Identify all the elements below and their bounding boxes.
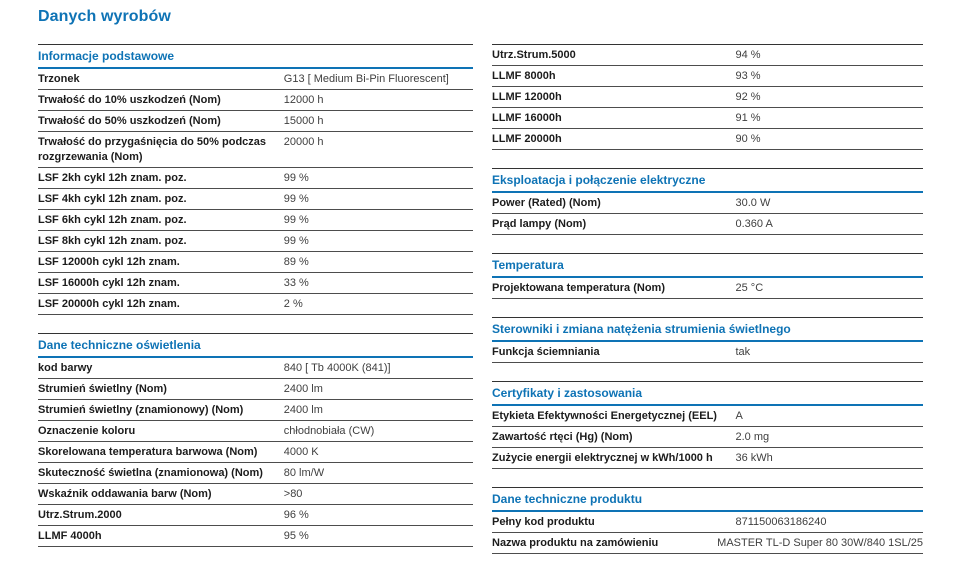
spec-value: >80: [283, 488, 303, 500]
spec-label: Projektowana temperatura (Nom): [492, 282, 665, 294]
spec-row: [492, 129, 923, 150]
spec-section: [492, 168, 923, 235]
spec-section: [492, 317, 923, 363]
spec-value: 36 kWh: [735, 452, 773, 464]
section-header: Certyfikaty i zastosowania: [492, 382, 923, 406]
spec-row: [492, 45, 923, 66]
right-column: [492, 44, 923, 572]
spec-row: [492, 427, 923, 448]
spec-row: [38, 358, 473, 379]
section-header: Informacje podstawowe: [38, 45, 473, 69]
spec-value: 2400 lm: [283, 383, 323, 395]
spec-value: 33 %: [283, 277, 309, 289]
spec-value: 93 %: [735, 70, 761, 82]
spec-row: [492, 193, 923, 214]
spec-label: Zużycie energii elektrycznej w kWh/1000 h: [492, 452, 713, 464]
spec-row: [38, 463, 473, 484]
spec-section: [492, 253, 923, 299]
spec-value: 840 [ Tb 4000K (841)]: [283, 362, 391, 374]
spec-value: 2400 lm: [283, 404, 323, 416]
spec-section: [492, 44, 923, 150]
spec-label: kod barwy: [38, 362, 93, 374]
spec-value: 99 %: [283, 172, 309, 184]
spec-value: G13 [ Medium Bi-Pin Fluorescent]: [283, 73, 449, 85]
spec-row: [38, 484, 473, 505]
spec-value: chłodnobiała (CW): [283, 425, 375, 437]
spec-label: Etykieta Efektywności Energetycznej (EEL): [492, 410, 717, 422]
spec-row: [38, 231, 473, 252]
spec-row: [492, 66, 923, 87]
spec-value: 25 °C: [735, 282, 764, 294]
spec-value: 92 %: [735, 91, 761, 103]
spec-label: LLMF 8000h: [492, 70, 556, 82]
spec-value: 89 %: [283, 256, 309, 268]
spec-label: LSF 6kh cykl 12h znam. poz.: [38, 214, 187, 226]
spec-row: [38, 526, 473, 547]
spec-label: LSF 12000h cykl 12h znam.: [38, 256, 180, 268]
spec-row: [38, 421, 473, 442]
spec-value: 4000 K: [283, 446, 319, 458]
spec-value: 99 %: [283, 193, 309, 205]
spec-row: [38, 442, 473, 463]
spec-label: LSF 4kh cykl 12h znam. poz.: [38, 193, 187, 205]
spec-label: Trwałość do przygaśnięcia do 50% podczas rozgrzewania (Nom): [38, 136, 267, 163]
spec-row: [38, 273, 473, 294]
spec-row: [492, 512, 923, 533]
spec-label: Trzonek: [38, 73, 80, 85]
spec-row: [38, 168, 473, 189]
section-header: Dane techniczne oświetlenia: [38, 334, 473, 358]
left-column: [38, 44, 473, 565]
spec-label: Wskaźnik oddawania barw (Nom): [38, 488, 212, 500]
spec-row: [492, 533, 923, 554]
spec-label: Trwałość do 10% uszkodzeń (Nom): [38, 94, 221, 106]
spec-row: [492, 278, 923, 299]
spec-label: Pełny kod produktu: [492, 516, 595, 528]
spec-row: [492, 214, 923, 235]
spec-value: 871150063186240: [735, 516, 827, 528]
spec-value: tak: [735, 346, 751, 358]
spec-value: 0.360 A: [735, 218, 773, 230]
spec-label: Oznaczenie koloru: [38, 425, 136, 437]
spec-row: [38, 69, 473, 90]
spec-row: [492, 108, 923, 129]
spec-value: A: [735, 410, 743, 422]
spec-label: LSF 16000h cykl 12h znam.: [38, 277, 180, 289]
spec-value: 15000 h: [283, 115, 324, 127]
spec-label: LSF 2kh cykl 12h znam. poz.: [38, 172, 187, 184]
spec-label: Trwałość do 50% uszkodzeń (Nom): [38, 115, 221, 127]
spec-value: 20000 h: [283, 136, 324, 148]
spec-row: [38, 132, 473, 168]
spec-row: [492, 406, 923, 427]
spec-section: [38, 333, 473, 547]
spec-row: [38, 210, 473, 231]
spec-section: [38, 44, 473, 315]
spec-value: 80 lm/W: [283, 467, 325, 479]
spec-row: [38, 111, 473, 132]
section-header: Eksploatacja i połączenie elektryczne: [492, 169, 923, 193]
spec-value: 95 %: [283, 530, 309, 542]
spec-label: Power (Rated) (Nom): [492, 197, 601, 209]
spec-value: 30.0 W: [735, 197, 771, 209]
spec-value: 2.0 mg: [735, 431, 770, 443]
spec-value: 99 %: [283, 214, 309, 226]
spec-row: [38, 90, 473, 111]
spec-value: 99 %: [283, 235, 309, 247]
spec-value: 90 %: [735, 133, 761, 145]
page-title: Danych wyrobów: [38, 8, 171, 25]
spec-row: [492, 448, 923, 469]
spec-row: [38, 189, 473, 210]
spec-value: MASTER TL-D Super 80 30W/840 1SL/25: [717, 537, 923, 549]
spec-value: 2 %: [283, 298, 303, 310]
spec-label: Utrz.Strum.5000: [492, 49, 576, 61]
spec-label: Utrz.Strum.2000: [38, 509, 122, 521]
spec-value: 96 %: [283, 509, 309, 521]
spec-label: LSF 8kh cykl 12h znam. poz.: [38, 235, 187, 247]
spec-label: Strumień świetlny (znamionowy) (Nom): [38, 404, 244, 416]
spec-label: Prąd lampy (Nom): [492, 218, 587, 230]
spec-row: [38, 505, 473, 526]
section-header: Sterowniki i zmiana natężenia strumienia świetlnego: [492, 318, 923, 342]
spec-label: Skorelowana temperatura barwowa (Nom): [38, 446, 258, 458]
section-header: Dane techniczne produktu: [492, 488, 923, 512]
spec-label: Skuteczność świetlna (znamionowa) (Nom): [38, 467, 263, 479]
spec-label: LLMF 12000h: [492, 91, 562, 103]
spec-value: 91 %: [735, 112, 761, 124]
spec-label: Zawartość rtęci (Hg) (Nom): [492, 431, 633, 443]
spec-row: [492, 87, 923, 108]
spec-row: [38, 252, 473, 273]
spec-value: 94 %: [735, 49, 761, 61]
spec-label: Nazwa produktu na zamówieniu: [492, 537, 659, 549]
spec-label: Strumień świetlny (Nom): [38, 383, 167, 395]
spec-label: LLMF 4000h: [38, 530, 102, 542]
spec-row: [492, 342, 923, 363]
spec-section: [492, 381, 923, 469]
spec-row: [38, 379, 473, 400]
spec-label: Funkcja ściemniania: [492, 346, 600, 358]
spec-section: [492, 487, 923, 554]
spec-label: LLMF 20000h: [492, 133, 562, 145]
section-header: Temperatura: [492, 254, 923, 278]
spec-row: [38, 400, 473, 421]
spec-label: LSF 20000h cykl 12h znam.: [38, 298, 180, 310]
spec-value: 12000 h: [283, 94, 324, 106]
spec-row: [38, 294, 473, 315]
spec-label: LLMF 16000h: [492, 112, 562, 124]
